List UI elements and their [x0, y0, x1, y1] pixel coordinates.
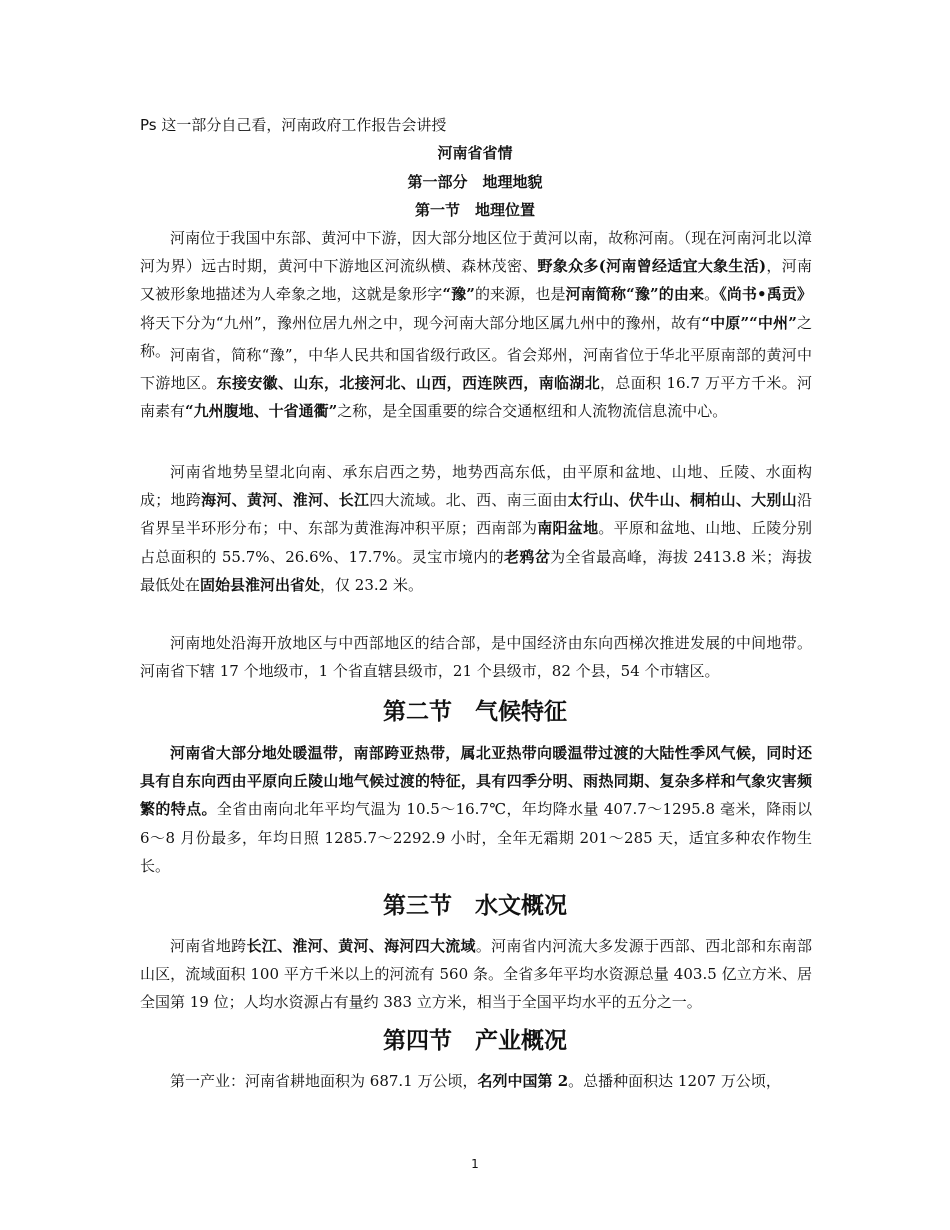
section3-paragraph-1: 河南省地跨长江、淮河、黄河、海河四大流域。河南省内河流大多发源于西部、西北部和东南部山区，流域面积 100 平方千米以上的河流有 560 条。全省多年平均水资源总量 403.5 亿立方米、居全国第 19 位；人均水资源占有量约 383 立方米，相当于全国平均水平的五分之一。 — [140, 937, 812, 1012]
part-title: 第一部分 地理地貌 — [407, 173, 543, 191]
section3-heading: 第三节 水文概况 — [383, 893, 567, 919]
section4-paragraph-1: 第一产业：河南省耕地面积为 687.1 万公顷，名列中国第 2。总播种面积达 1207 万公顷， — [170, 1072, 781, 1090]
section1-paragraph-4: 河南地处沿海开放地区与中西部地区的结合部，是中国经济由东向西梯次推进发展的中间地带。河南省下辖 17 个地级市，1 个省直辖县级市，21 个县级市，82 个县，54 个市辖区。 — [140, 634, 812, 681]
note-line: Ps 这一部分自己看，河南政府工作报告会讲授 — [140, 116, 447, 134]
section1-paragraph-2: 河南省，简称“豫”，中华人民共和国省级行政区。省会郑州，河南省位于华北平原南部的黄河中下游地区。东接安徽、山东，北接河北、山西，西连陕西，南临湖北，总面积 16.7 万平方千米。河南素有“九州腹地、十省通衢”之称，是全国重要的综合交通枢纽和人流物流信息流中心。 — [140, 346, 812, 421]
section1-paragraph-3: 河南省地势呈望北向南、承东启西之势，地势西高东低，由平原和盆地、山地、丘陵、水面构成；地跨海河、黄河、淮河、长江四大流域。北、西、南三面由太行山、伏牛山、桐柏山、大别山沿省界呈半环形分布；中、东部为黄淮海冲积平原；西南部为南阳盆地。平原和盆地、山地、丘陵分别占总面积的 55.7%、26.6%、17.7%。灵宝市境内的老鸦岔为全省最高峰，海拔 2413.8 米；海拔最低处在固始县淮河出省处，仅 23.2 米。 — [140, 463, 812, 594]
section1-heading: 第一节 地理位置 — [414, 201, 535, 219]
section1-paragraph-1: 河南位于我国中东部、黄河中下游，因大部分地区位于黄河以南，故称河南。（现在河南河北以漳河为界）远古时期，黄河中下游地区河流纵横、森林茂密、野象众多(河南曾经适宜大象生活)，河南又被形象地描述为人牵象之地，这就是象形字“豫”的来源，也是河南简称“豫”的由来。《尚书•禹贡》将天下分为“九州”，豫州位居九州之中，现今河南大部分地区属九州中的豫州，故有“中原”“中州”之称。 — [140, 229, 812, 360]
section4-heading: 第四节 产业概况 — [383, 1028, 567, 1054]
page-number: 1 — [471, 1157, 479, 1171]
section2-paragraph-1: 河南省大部分地处暖温带，南部跨亚热带，属北亚热带向暖温带过渡的大陆性季风气候，同时还具有自东向西由平原向丘陵山地气候过渡的特征，具有四季分明、雨热同期、复杂多样和气象灾害频繁的特点。全省由南向北年平均气温为 10.5～16.7℃，年均降水量 407.7～1295.8 毫米，降雨以 6～8 月份最多，年均日照 1285.7～2292.9 小时，全年无霜期 201～285 天，适宜多种农作物生长。 — [140, 744, 812, 875]
document-title: 河南省省情 — [437, 144, 513, 162]
section2-heading: 第二节 气候特征 — [383, 699, 567, 725]
